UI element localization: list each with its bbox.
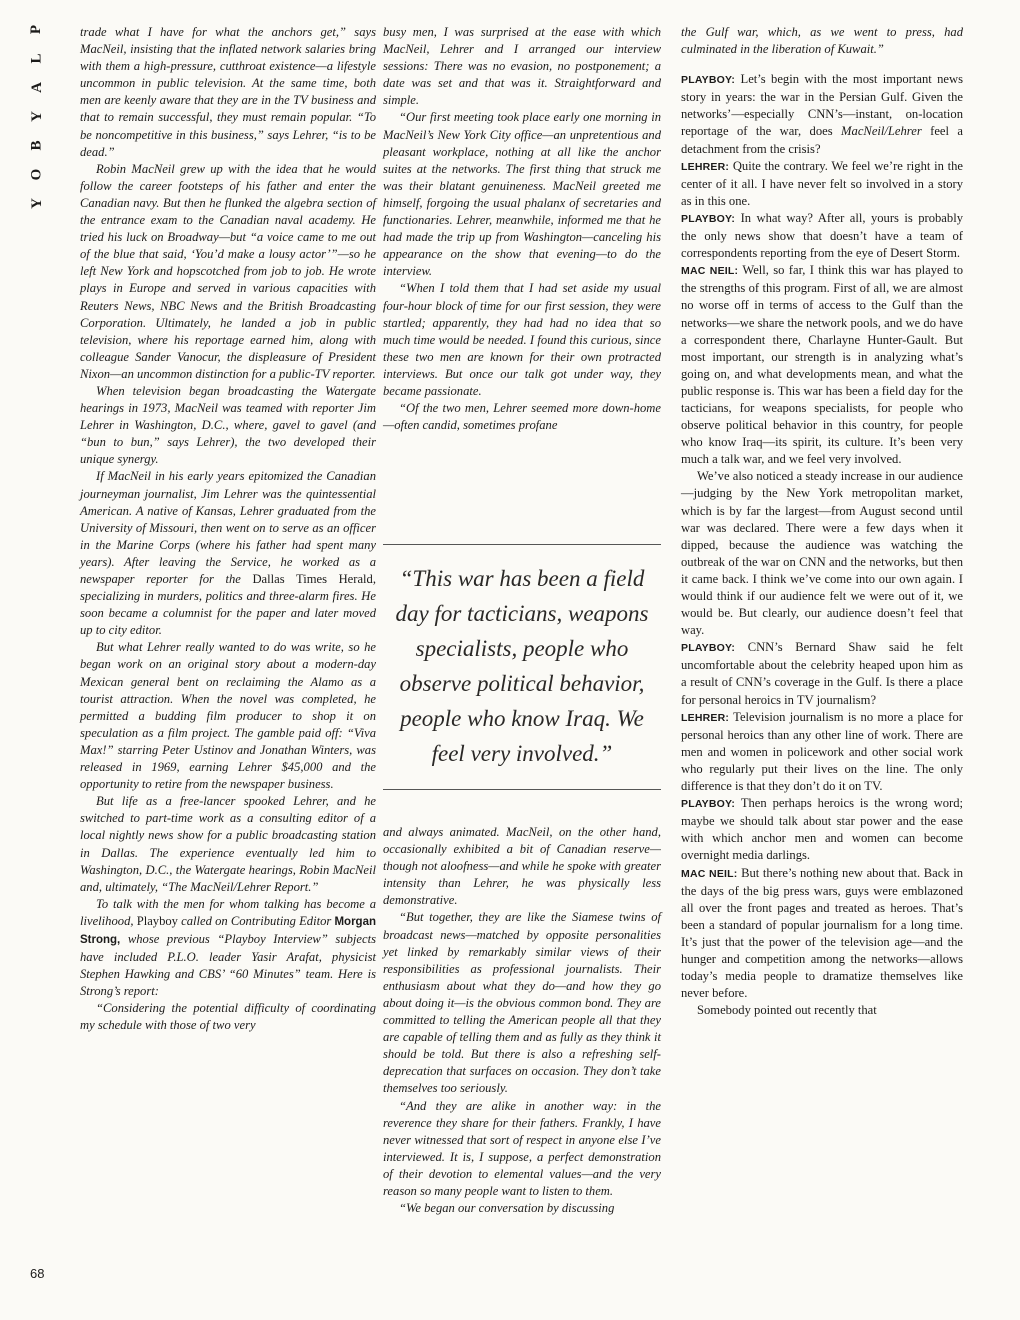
paragraph: “When I told them that I had set aside my usual four-hour block of time for our first session, they were startled; apparently, they had had no idea that so much time would be needed. I found this curious, since these two men are known for their own protracted interviews. But once our talk got under way, they became passionate. [383,281,661,398]
masthead-letter: A [28,82,45,93]
speaker-label: PLAYBOY: [681,798,736,811]
qa-text: CNN’s Bernard Shaw said he felt uncomfortable about the celebrity heaped upon him as a result of CNN’s coverage in the Gulf. Is there a place for personal heroics in TV journalism? [681,640,963,707]
author-name: Morgan Strong, [80,915,376,946]
qa-entry [681,865,963,1003]
speaker-label: PLAYBOY: [681,642,736,655]
paragraph-text: specializing in murders, politics and three-alarm fires. He soon became a columnist for the paper and later moved up to city editor. [80,589,376,638]
page-number: 68 [30,1266,45,1281]
paragraph: “Our first meeting took place early one morning in MacNeil’s New York City office—an unpretentious and pleasant workplace, nothing at all like the anchor suites at the networks. The first thing that struck me was their blatant genuineness. MacNeil greeted me himself, forgoing the usual phalanx of secretaries and functionaries. Lehrer, meanwhile, informed me that he had made the trip up from Washington—canceling his appearance on the show that evening—to do the interview. [383,110,661,279]
qa-entry-continued: Somebody pointed out recently that [697,1003,877,1018]
paragraph [80,896,376,1001]
masthead-letter: O [28,168,45,181]
masthead-letter: Y [28,198,45,209]
speaker-label: PLAYBOY: [681,212,736,225]
article-column-2-continued [383,824,661,1217]
qa-text: Let’s begin with the most important news story in years: the war in the Persian Gulf. Given the networks’—especially CNN’s—instant, on-location reportage of the war, does [681,72,963,139]
paragraph-text: If MacNeil in his early years epitomized the Canadian journeyman journalist, Jim Lehrer was the quintessential American. A native of Kansas, Lehrer graduated from the University of Missouri, then went on to serve as an officer in the Marine Corps (where his father had spent many years). After leaving the Service, he worked as a newspaper reporter for the [80,469,376,586]
magazine-masthead [22,22,52,225]
masthead-letter: P [28,24,45,35]
qa-entry [681,795,963,864]
paragraph-text: called on Contributing Editor [177,913,335,928]
paragraph: “But together, they are like the Siamese twins of broadcast news—matched by opposite personalities yet linked by remarkably similar views of their responsibilities as professional journalists. Their enthusiasm about what they do—and how they go about doing it—is the obvious common bond. They are committed to telling the American people all that they are capable of telling them and as fully as they think it should be told. But there is also a refreshing self-deprecation that surfaces on occasion. They don’t take themselves too seriously. [383,910,661,1096]
qa-text: Then perhaps heroics is the wrong word; maybe we should talk about star power and the ease with which anchor men and women can become overnight media darlings. [681,796,963,863]
qa-entry-continued: We’ve also noticed a steady increase in our audience—judging by the New York metropolitan market, which is by far the largest—from August second until war was declared. There were a few days when it dipped, because the audience was watching the outbreak of the war on CNN and the networks, but then it came back. I think we’ve come into our own again. I would think if our audience felt we were out of it, we would be. But clearly, our audience doesn’t feel that way. [681,469,963,638]
article-column-1 [80,24,376,1035]
paragraph: “Considering the potential difficulty of coordinating my schedule with those of two very [80,1001,376,1033]
article-column-2 [383,24,661,434]
paragraph: Robin MacNeil grew up with the idea that he would follow the career footsteps of his father and enter the Canadian navy. But then he flunked the algebra section of the entrance exam to the Canadian naval academy. He tried his luck on Broadway—but “a voice came to me out of the blue that said, ‘You’d make a lousy actor’”—so he left New York and hopscotched from job to job. He wrote plays in Europe and served in various capacities with Reuters News, NBC News and the British Broadcasting Corporation. Ultimately, he landed a job in public television, where his reportage earned him, along with colleague Sander Vanocur, the displeasure of President Nixon—an uncommon distinction for a public-TV reporter. [80,161,376,381]
qa-text: But there’s nothing new about that. Back in the days of the big press wars, guys were emblazoned all over the front pages and treated as heroes. That’s been a standard of popular journalism for a long time. It’s just that the power of the television age—and the hunger and competition among the networks—allows today’s media people to dramatize themselves like never before. [681,865,964,1001]
paragraph-text: whose previous “Playboy Interview” subjects have included P.L.O. leader Yasir Arafat, physicist Stephen Hawking and CBS’ “60 Minutes” team. Here is Strong’s report: [80,931,376,999]
pull-quote: “This war has been a field day for tacticians, weapons specialists, people who observe political behavior, people who know Iraq. We feel very involved.” [383,544,661,790]
paragraph: When television began broadcasting the Watergate hearings in 1973, MacNeil was teamed with reporter Jim Lehrer in Washington, D.C., where, gavel to gavel (and “bun to bun,” says Lehrer), the two developed their unique synergy. [80,383,376,467]
interview-qa [681,71,963,1019]
masthead-letter: L [28,53,45,64]
paragraph: But what Lehrer really wanted to do was write, so he began work on an original story about a modern-day Mexican general bent on reclaiming the Alamo as a tourist attraction. When the novel was completed, he permitted a budding film producer to shop it on speculation as a film project. The gamble paid off: “Viva Max!” starring Peter Ustinov and Jonathan Winters, was released in 1969, earning Lehrer $45,000 and the opportunity to retire from the newspaper business. [80,640,376,792]
qa-text: feel a detachment from the crisis? [681,124,963,156]
speaker-label: MAC NEIL: [681,265,739,278]
speaker-label: MAC NEIL: [681,867,738,880]
show-name: MacNeil/Lehrer [841,124,922,139]
masthead-letter: B [28,140,45,151]
paragraph: “We began our conversation by discussing [399,1201,615,1216]
qa-entry [681,71,963,157]
magazine-name: Playboy [136,913,178,928]
paragraph-text: To talk with the men for whom talking has become a livelihood, [80,896,376,928]
qa-entry [681,210,963,262]
qa-entry [681,262,963,468]
interview-column [681,24,963,1019]
qa-entry [681,709,963,795]
paragraph [80,468,376,639]
qa-text: Quite the contrary. We feel we’re right in the center of it all. I have never felt so involved in a story as in this one. [681,158,963,208]
paragraph: But life as a free-lancer spooked Lehrer, and he switched to part-time work as a consulting editor of a local nightly news show for a public broadcasting station in Dallas. The experience eventually led him to Washington, D.C., the Watergate hearings, Robin MacNeil and, ultimately, “The MacNeil/Lehrer Report.” [80,794,376,894]
qa-entry [681,158,963,210]
intro-paragraph: the Gulf war, which, as we went to press, had culminated in the liberation of Kuwait.” [681,25,963,57]
qa-text: Television journalism is no more a place for personal heroics than any other line of work. There are men and women in policework and other social work who regularly put their lives on the line. The only difference is that they don’t do it on TV. [681,709,963,794]
masthead-letter: Y [28,111,45,122]
paragraph: “And they are alike in another way: in the reverence they share for their fathers. Frankly, I have never witnessed that sort of respect in anyone else I’ve interviewed. It is, I suppose, a perfect demonstration of their devotion to elemental values—and the very reason so many people want to listen to them. [383,1098,661,1198]
paragraph: and always animated. MacNeil, on the other hand, occasionally exhibited a bit of Canadian reserve—though not aloofness—and while he spoke with greater intensity than Lehrer, he was physically less demonstrative. [383,825,661,908]
speaker-label: LEHRER: [681,160,730,173]
paragraph: busy men, I was surprised at the ease with which MacNeil, Lehrer and I arranged our interview sessions: There was no evasion, no postponement; a date was set and that was it. Straightforward and simple. [383,25,661,108]
qa-entry [681,639,963,708]
paragraph: trade what I have for what the anchors get,” says MacNeil, insisting that the inflated network salaries bring with them a high-pressure, cutthroat existence—a lifestyle uncommon in public television. At the same time, both men are keenly aware that they are in the TV business and that to remain successful, they must remain popular. “To be noncompetitive in this business,” says Lehrer, “is to be dead.” [80,25,376,159]
qa-text: Well, so far, I think this war has played to the strengths of this program. First of all, we are almost no worse off in terms of access to the Gulf than the networks—we share the network pools, and we do have a correspondent there, Charlayne Hunter-Gault. But most important, our strength is in analyzing what’s going on, and what developments mean, and what the public response is. This war has been a field day for the tacticians, for weapons specialists, for people who observe political behavior in this country, for people who know Iraq—its spirit, its culture. It’s been very much a talk war, and we feel very involved. [681,263,964,467]
qa-text: In what way? After all, yours is probably the only news show that doesn’t have a team of correspondents reporting from the eye of Desert Storm. [681,210,963,261]
speaker-label: PLAYBOY: [681,74,736,87]
speaker-label: LEHRER: [681,711,730,724]
paragraph: “Of the two men, Lehrer seemed more down-home—often candid, sometimes profane [383,401,661,433]
newspaper-name: Dallas Times Herald, [252,572,376,586]
